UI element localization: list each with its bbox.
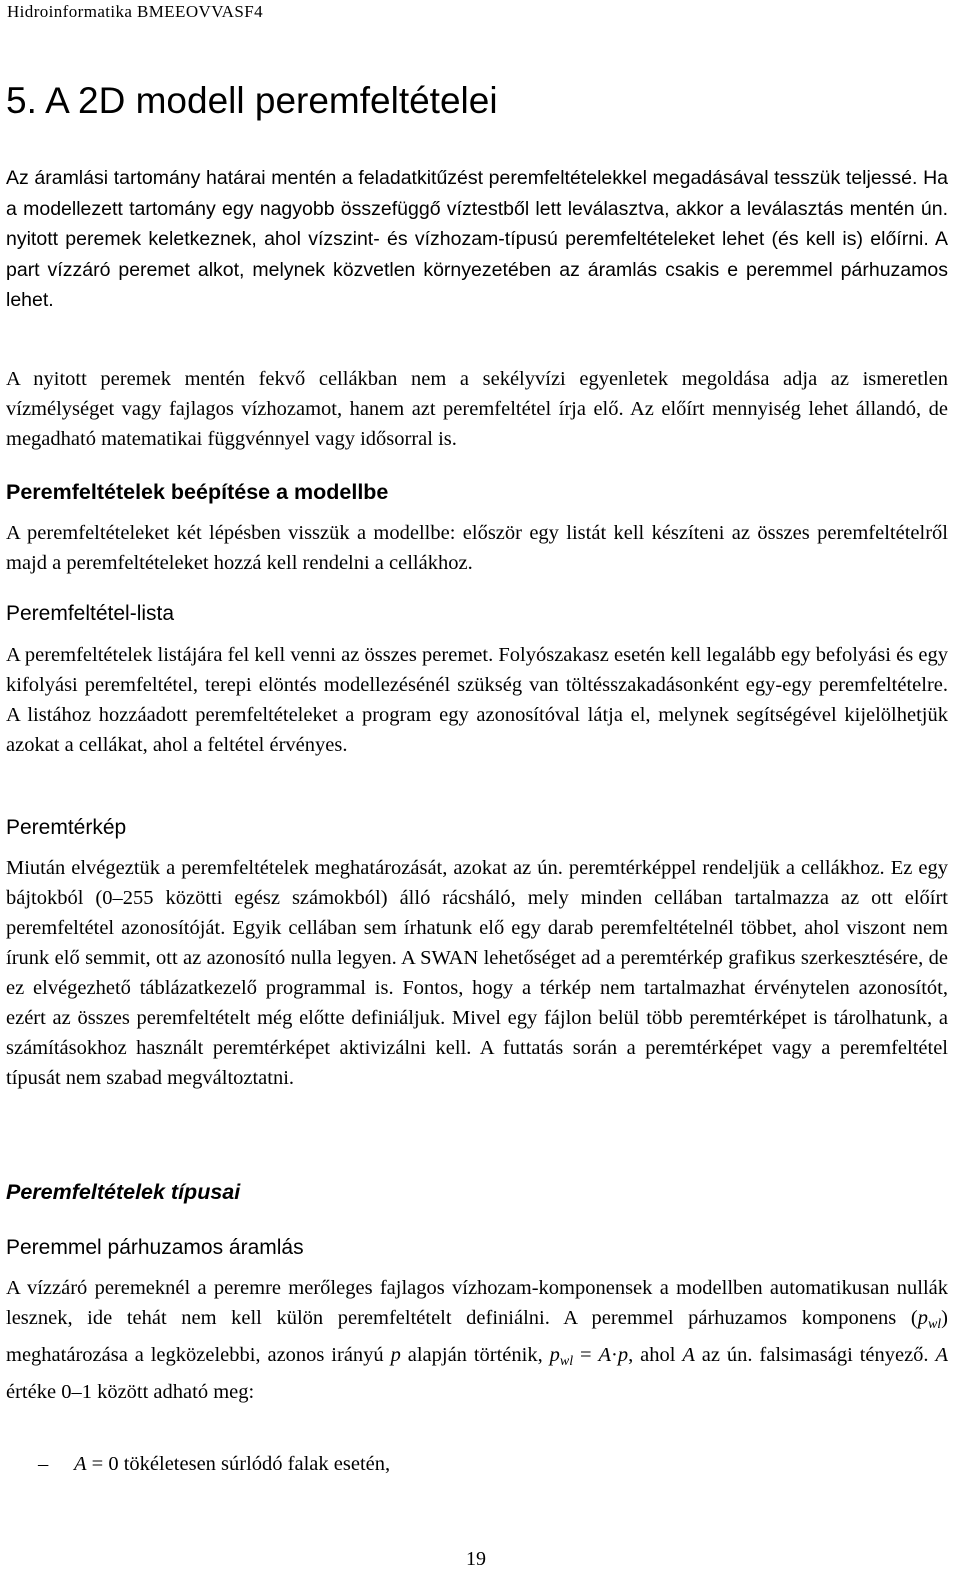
running-header: Hidroinformatika BMEEOVVASF4	[7, 2, 263, 21]
symbol-A: A	[74, 1453, 87, 1475]
section-heading-tipusai: Peremfeltételek típusai	[6, 1180, 241, 1204]
symbol-p: p	[390, 1344, 401, 1366]
paragraph-peremterkep: Miután elvégeztük a peremfeltételek meghatározását, azokat az ún. peremtérképpel rendeljük a cellákhoz. Ez egy bájtokból (0–255 közötti egész számokból) álló rácsháló, mely minden cellában tartalmazza az ott előírt peremfeltétel azonosítóját. Egyik cellában sem írhatunk elő egy darab peremfeltételnél többet, ahol viszont nem írunk elő semmit, ott az azonosító nulla legyen. A SWAN lehetőséget ad a peremtérkép grafikus szerkesztésére, de ez elvégezhető táblázatkezelő programmal is. Fontos, hogy a térkép nem tartalmazhat érvénytelen azonosítót, ezért az összes peremfeltételt még előtte definiáljuk. Mivel egy fájlon belül több peremtérképet is tárolhatunk, a számításokhoz használt peremtérképet aktivizálni kell. A futtatás során a peremtérképet vagy a peremfeltétel típusát nem szabad megváltoztatni.	[6, 857, 948, 1089]
subscript-wl: wl	[927, 1317, 942, 1332]
symbol-p: p	[549, 1344, 560, 1366]
section-heading-beepitese: Peremfeltételek beépítése a modellbe	[6, 480, 389, 504]
symbol-p: p	[917, 1307, 928, 1329]
subheading-peremterkep: Peremtérkép	[6, 816, 127, 839]
bullet-item: – A = 0 tökéletesen súrlódó falak esetén,	[38, 1453, 391, 1475]
intro-paragraph-2: A nyitott peremek mentén fekvő cellákban nem a sekélyvízi egyenletek megoldása adja az ismeretlen vízmélységet vagy fajlagos vízhozamot, hanem azt peremfeltétel írja elő. Az előírt mennyiség lehet állandó, de megadható matematikai függvénnyel vagy idősorral is.	[6, 368, 948, 450]
symbol-p: p	[617, 1344, 629, 1366]
paragraph-parhuzamos-aramlas: A vízzáró peremeknél a peremre merőleges fajlagos vízhozam-komponensek a modellben automatikusan nullák lesznek, ide tehát nem kell külön peremfeltételt definiálni. A peremmel párhuzamos komponens $(p_{wl})$ meghatározása a legközelebbi, azonos irányú p alapján történik, $p_{wl} = A\cdot p$, ahol A az ún. falsimasági tényező. A értéke 0–1 között adható meg:	[6, 1277, 948, 1403]
dash-bullet-marker: –	[38, 1453, 49, 1475]
page-number: 19	[466, 1548, 486, 1570]
symbol-A: A	[598, 1344, 612, 1366]
section-paragraph-beepitese: A peremfeltételeket két lépésben visszük a modellbe: először egy listát kell készíteni az összes peremfeltételről majd a peremfeltételeket hozzá kell rendelni a cellákhoz.	[6, 522, 948, 574]
subscript-wl: wl	[559, 1354, 574, 1369]
intro-paragraph-1: Az áramlási tartomány határai mentén a feladatkitűzést peremfeltételekkel megadásával tesszük teljessé. Ha a modellezett tartomány egy nagyobb összefüggő víztestből lett leválasztva, akkor a leválasztás mentén ún. nyitott peremek keletkeznek, ahol vízszint- és vízhozam-típusú peremfeltételeket lehet (és kell is) előírni. A part vízzáró peremet alkot, melynek közvetlen környezetében az áramlás csakis e peremmel párhuzamos lehet.	[6, 167, 948, 311]
symbol-A: A	[682, 1344, 695, 1366]
symbol-A: A	[935, 1344, 948, 1366]
subheading-peremfeltetel-lista: Peremfeltétel-lista	[6, 602, 175, 625]
page-title: 5. A 2D modell peremfeltételei	[6, 80, 498, 121]
subheading-parhuzamos-aramlas: Peremmel párhuzamos áramlás	[6, 1236, 304, 1259]
paragraph-peremfeltetel-lista: A peremfeltételek listájára fel kell venni az összes peremet. Folyószakasz esetén kell legalább egy befolyási és egy kifolyási peremfeltétel, terepi elöntés modellezésénél szükség van töltésszakadásonként egy-egy peremfeltételre. A listához hozzáadott peremfeltételeket a program egy azonosítóval látja el, melynek segítségével kijelölhetjük azokat a cellákat, ahol a feltétel érvényes.	[6, 644, 948, 756]
